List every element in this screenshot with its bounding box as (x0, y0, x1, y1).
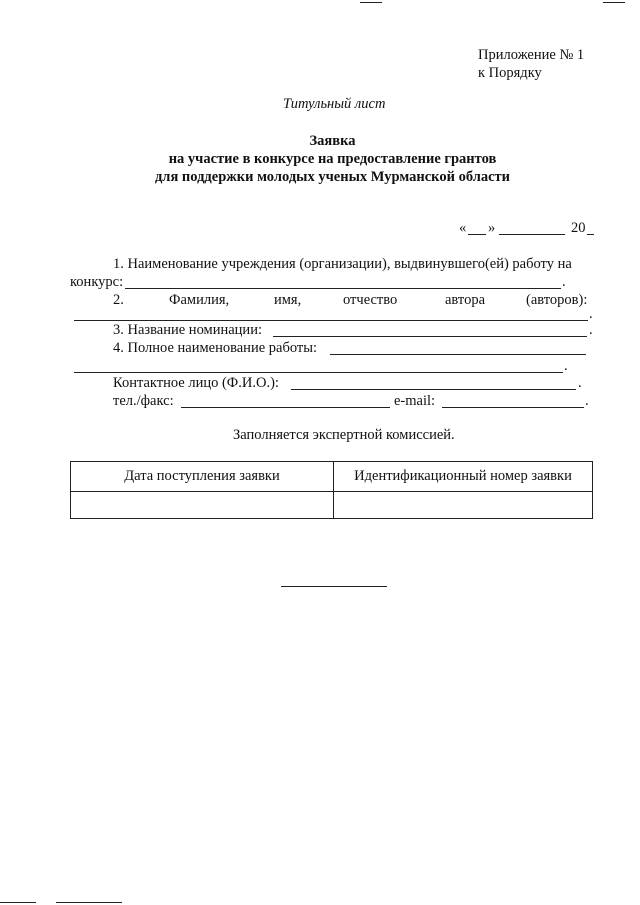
table-header-date: Дата поступления заявки (124, 468, 280, 484)
end-divider (281, 586, 387, 587)
item-2-word-3: отчество (343, 292, 398, 308)
item-2-number: 2. (113, 292, 124, 308)
item-2-period: . (589, 306, 593, 322)
scan-mark-top-center (360, 2, 382, 3)
item-4-period: . (564, 358, 568, 374)
scan-mark-top-right (603, 2, 625, 3)
annex-line-2: к Порядку (478, 65, 542, 81)
title-line-2: на участие в конкурсе на предоставление грантов (168, 151, 497, 167)
item-1-label: 1. Наименование учреждения (организации), выдвинувшего(ей) работу на (113, 256, 572, 272)
date-open-quote: « (459, 220, 467, 236)
date-day-field[interactable] (468, 234, 486, 235)
date-year-field[interactable] (587, 234, 594, 235)
item-3-period: . (589, 322, 593, 338)
title-line-3: для поддержки молодых ученых Мурманской области (154, 169, 511, 185)
contact-label: Контактное лицо (Ф.И.О.): (113, 375, 279, 391)
contact-person-field[interactable] (291, 389, 576, 390)
phone-label: тел./факс: (113, 393, 174, 409)
date-year-prefix: 20 (571, 220, 586, 236)
email-period: . (585, 393, 589, 409)
phone-field[interactable] (181, 407, 390, 408)
nomination-field[interactable] (273, 336, 587, 337)
date-month-field[interactable] (499, 234, 565, 235)
email-field[interactable] (442, 407, 584, 408)
contact-period: . (578, 375, 582, 391)
item-1-period: . (562, 274, 566, 290)
item-4-label: 4. Полное наименование работы: (113, 340, 317, 356)
work-title-field[interactable] (330, 354, 586, 355)
date-close-quote: » (488, 220, 496, 236)
table-cell-date[interactable] (71, 492, 333, 519)
item-3-label: 3. Название номинации: (113, 322, 262, 338)
table-cell-id[interactable] (334, 492, 592, 519)
table-header-id: Идентификационный номер заявки (354, 468, 572, 484)
item-2-word-1: Фамилия, (169, 292, 230, 308)
title-line-1: Заявка (309, 133, 356, 149)
organization-field[interactable] (125, 288, 561, 289)
item-2-word-2: имя, (274, 292, 302, 308)
author-name-field[interactable] (74, 320, 588, 321)
email-label: e-mail: (394, 393, 436, 409)
annex-line-1: Приложение № 1 (478, 47, 585, 63)
commission-note: Заполняется экспертной комиссией. (233, 427, 455, 443)
item-2-word-5: (авторов): (526, 292, 588, 308)
item-2-word-4: автора (445, 292, 486, 308)
scan-mark-bottom-mid (56, 902, 122, 903)
page-subtitle: Титульный лист (283, 96, 386, 112)
registration-table (70, 461, 593, 519)
scan-mark-bottom-left (0, 902, 36, 903)
work-title-field-cont[interactable] (74, 372, 563, 373)
item-1-label-cont: конкурс: (70, 274, 124, 290)
